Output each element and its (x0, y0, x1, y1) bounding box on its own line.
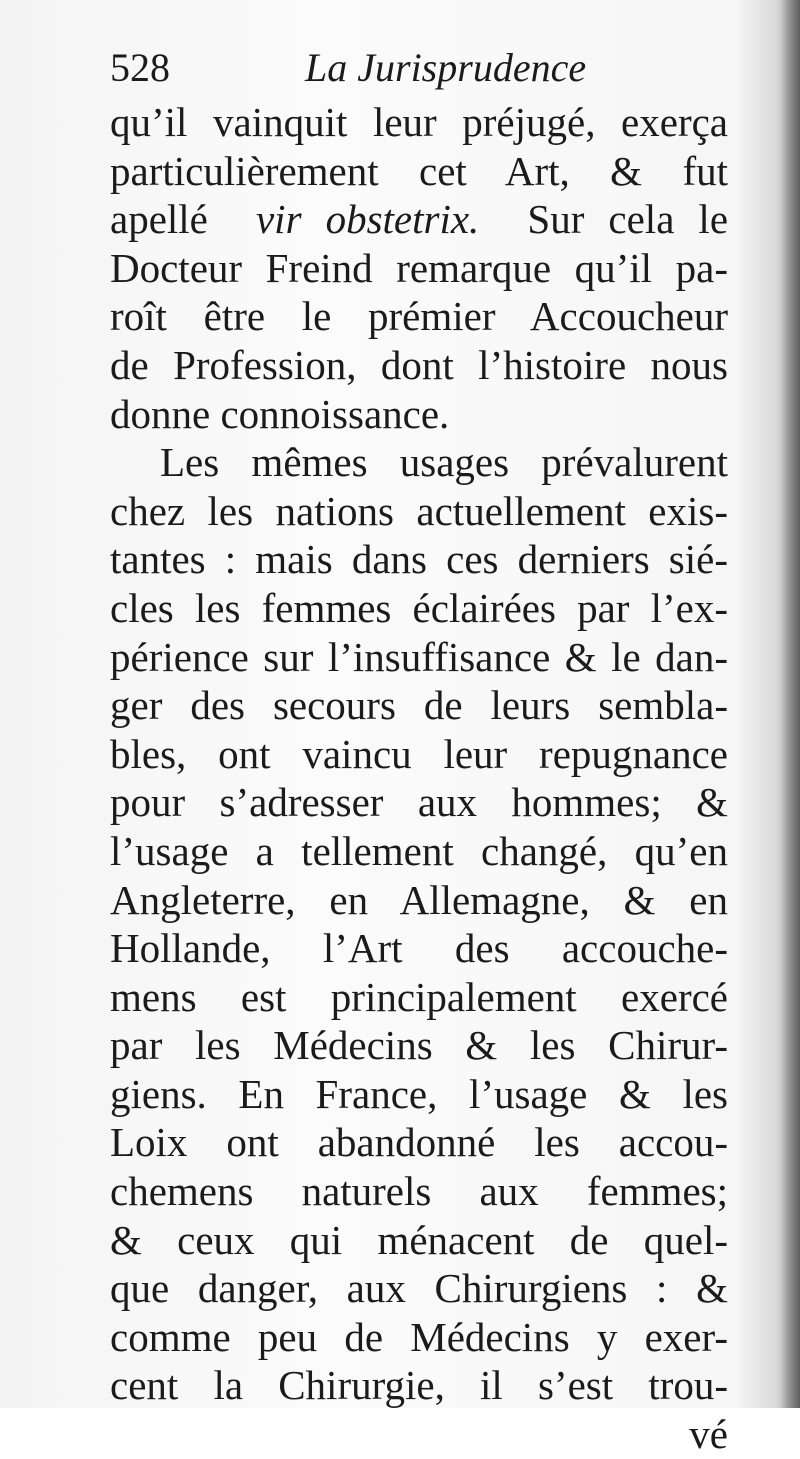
text-line-4: Doсteur Freind remarque qu’il pa- (110, 244, 728, 291)
text-line-16: l’usage a tellement changé, qu’en (110, 827, 728, 874)
text-line-3-end: Sur cela le (527, 196, 729, 243)
text-line-8: Les mêmes usages prévalurent (160, 439, 728, 486)
text-line-21: giens. En France, l’usage & les (110, 1070, 728, 1117)
text-line-2: particulièrement cet Art, & fut (110, 147, 728, 194)
text-line-11: cles les femmes éclairées par l’ex- (110, 584, 728, 631)
text-line-7: donne connoissance. (110, 390, 450, 437)
text-line-22: Loix ont abandonné les accou- (110, 1119, 728, 1166)
page-gutter-shadow (780, 0, 800, 1408)
text-line-10: tantes : mais dans ces derniers sié- (110, 536, 728, 583)
text-line-26: comme peu de Médecins y exer- (110, 1313, 728, 1360)
running-head (110, 38, 730, 98)
text-line-12: périence sur l’insuffisance & le dan- (110, 633, 728, 680)
text-line-25: que danger, aux Chirurgiens : & (110, 1265, 728, 1312)
text-line-14: bles, ont vaincu leur repugnance (110, 730, 728, 777)
text-line-24: & ceux qui ménacent de quel- (110, 1216, 728, 1263)
text-line-6: de Profession, dont l’histoire nous (110, 341, 728, 388)
text-line-15: pour s’adresser aux hommes; & (110, 779, 728, 826)
text-line-5: roît être le prémier Accoucheur (110, 293, 728, 340)
text-line-3-start: apellé (110, 196, 208, 243)
text-line-23: chemens naturels aux femmes; (110, 1168, 728, 1215)
running-title: La Jurisprudence (305, 45, 587, 90)
text-line-1: qu’il vainquit leur préjugé, exerça (110, 99, 728, 145)
text-line-3 (110, 195, 728, 244)
catchword: vé (689, 1411, 728, 1458)
text-line-17: Angleterre, en Allemagne, & en (110, 876, 728, 923)
page-number: 528 (110, 45, 170, 90)
text-line-9: chez les nations actuellement exis- (110, 487, 728, 534)
body-text (110, 98, 728, 1459)
text-line-18: Hollande, l’Art des accouche- (110, 925, 728, 972)
text-line-13: ger des secours de leurs sembla- (110, 682, 728, 729)
text-line-27: cent la Chirurgie, il s’est trou- (110, 1362, 728, 1409)
italic-term: vir obstetrix. (255, 196, 480, 243)
text-line-20: par les Médecins & les Chirur- (110, 1022, 728, 1069)
text-line-19: mens est principalement exercé (110, 973, 728, 1020)
